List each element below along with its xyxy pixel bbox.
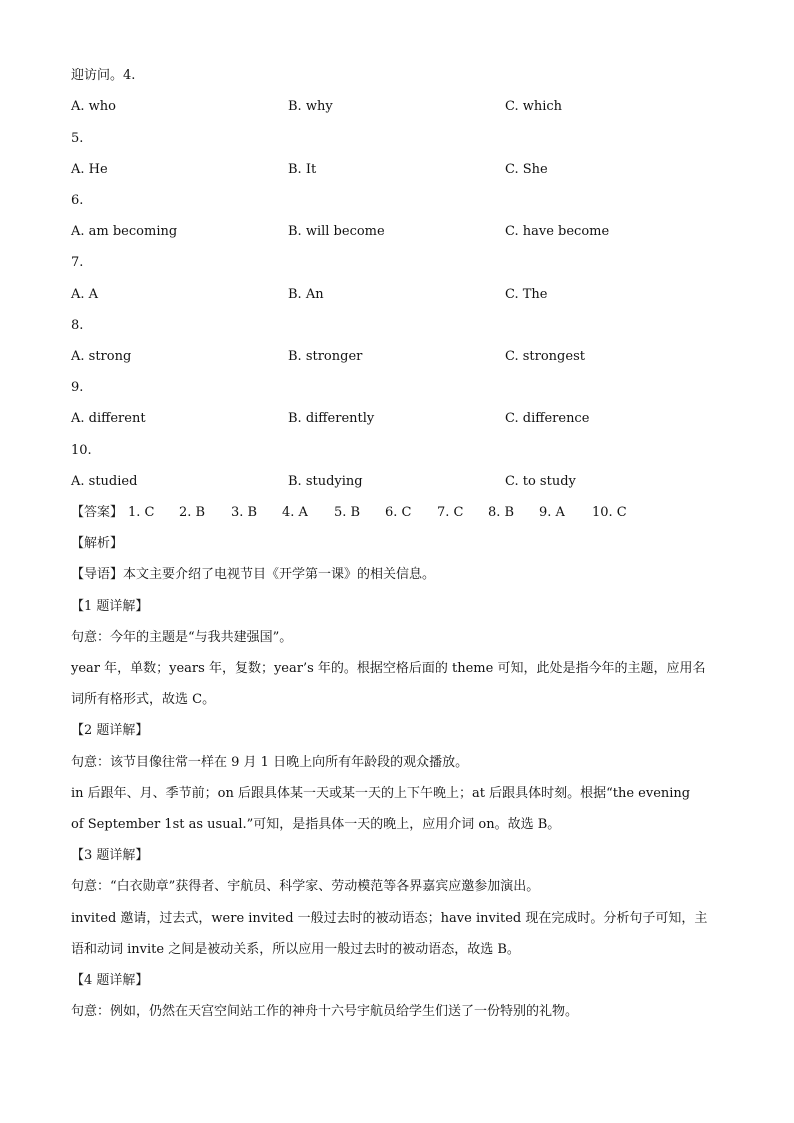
option-a: A. A (71, 287, 99, 302)
question-number: 7. (71, 255, 84, 270)
detail-2-explanation-line2: of September 1st as usual.”可知，是指具体一天的晚上，应用介词 on。故选 B。 (71, 817, 561, 832)
option-c: C. She (505, 162, 548, 177)
option-a: A. strong (71, 349, 132, 364)
option-a: A. who (71, 99, 116, 114)
answer-item: 9. A (539, 505, 565, 520)
question-number: 8. (71, 318, 84, 333)
option-c: C. to study (505, 474, 576, 489)
detail-1-explanation-line1: year 年，单数；years 年，复数；year’s 年的。根据空格后面的 theme 可知，此处是指今年的主题，应用名 (71, 661, 706, 676)
answer-item: 6. C (385, 505, 412, 520)
answer-item: 2. B (179, 505, 206, 520)
detail-3-explanation-line1: invited 邀请，过去式，were invited 一般过去时的被动语态；have invited 现在完成时。分析句子可知，主 (71, 911, 708, 926)
option-c: C. have become (505, 224, 610, 239)
detail-3-meaning: 句意：“白衣勋章”获得者、宇航员、科学家、劳动模范等各界嘉宾应邀参加演出。 (71, 879, 540, 894)
detail-1-meaning: 句意：今年的主题是“与我共建强国”。 (71, 630, 293, 645)
option-a: A. He (71, 162, 108, 177)
detail-4-heading: 【4 题详解】 (71, 973, 149, 988)
answer-item: 3. B (231, 505, 258, 520)
answer-item: 8. B (488, 505, 515, 520)
option-b: B. why (288, 99, 333, 114)
option-a: A. studied (71, 474, 138, 489)
question-number: 10. (71, 443, 92, 458)
detail-1-explanation-line2: 词所有格形式，故选 C。 (71, 692, 216, 707)
detail-3-explanation-line2: 语和动词 invite 之间是被动关系，所以应用一般过去时的被动语态，故选 B。 (71, 942, 520, 957)
option-a: A. different (71, 411, 146, 426)
option-c: C. The (505, 287, 548, 302)
option-b: B. An (288, 287, 324, 302)
answer-item: 4. A (282, 505, 308, 520)
option-a: A. am becoming (71, 224, 178, 239)
option-b: B. will become (288, 224, 385, 239)
option-c: C. which (505, 99, 563, 114)
detail-4-meaning: 句意：例如，仍然在天宫空间站工作的神舟十六号宇航员给学生们送了一份特别的礼物。 (71, 1004, 579, 1019)
option-c: C. strongest (505, 349, 585, 364)
answer-label: 【答案】 (71, 505, 124, 520)
guide-text: 【导语】本文主要介绍了电视节目《开学第一课》的相关信息。 (71, 567, 436, 582)
detail-1-heading: 【1 题详解】 (71, 599, 149, 614)
intro-tail-text: 迎访问。4. (71, 68, 136, 83)
detail-3-heading: 【3 题详解】 (71, 848, 149, 863)
question-number: 5. (71, 131, 84, 146)
answer-item: 7. C (437, 505, 464, 520)
analysis-label: 【解析】 (71, 536, 124, 551)
answer-item: 1. C (128, 505, 155, 520)
option-b: B. differently (288, 411, 375, 426)
option-b: B. studying (288, 474, 363, 489)
option-b: B. stronger (288, 349, 363, 364)
option-b: B. It (288, 162, 317, 177)
detail-2-explanation-line1: in 后跟年、月、季节前；on 后跟具体某一天或某一天的上下午晚上；at 后跟具体时刻。根据“the evening (71, 786, 691, 801)
detail-2-meaning: 句意：该节目像往常一样在 9 月 1 日晚上向所有年龄段的观众播放。 (71, 755, 469, 770)
detail-2-heading: 【2 题详解】 (71, 723, 149, 738)
option-c: C. difference (505, 411, 590, 426)
question-number: 6. (71, 193, 84, 208)
answer-item: 10. C (592, 505, 627, 520)
question-number: 9. (71, 380, 84, 395)
answer-item: 5. B (334, 505, 361, 520)
